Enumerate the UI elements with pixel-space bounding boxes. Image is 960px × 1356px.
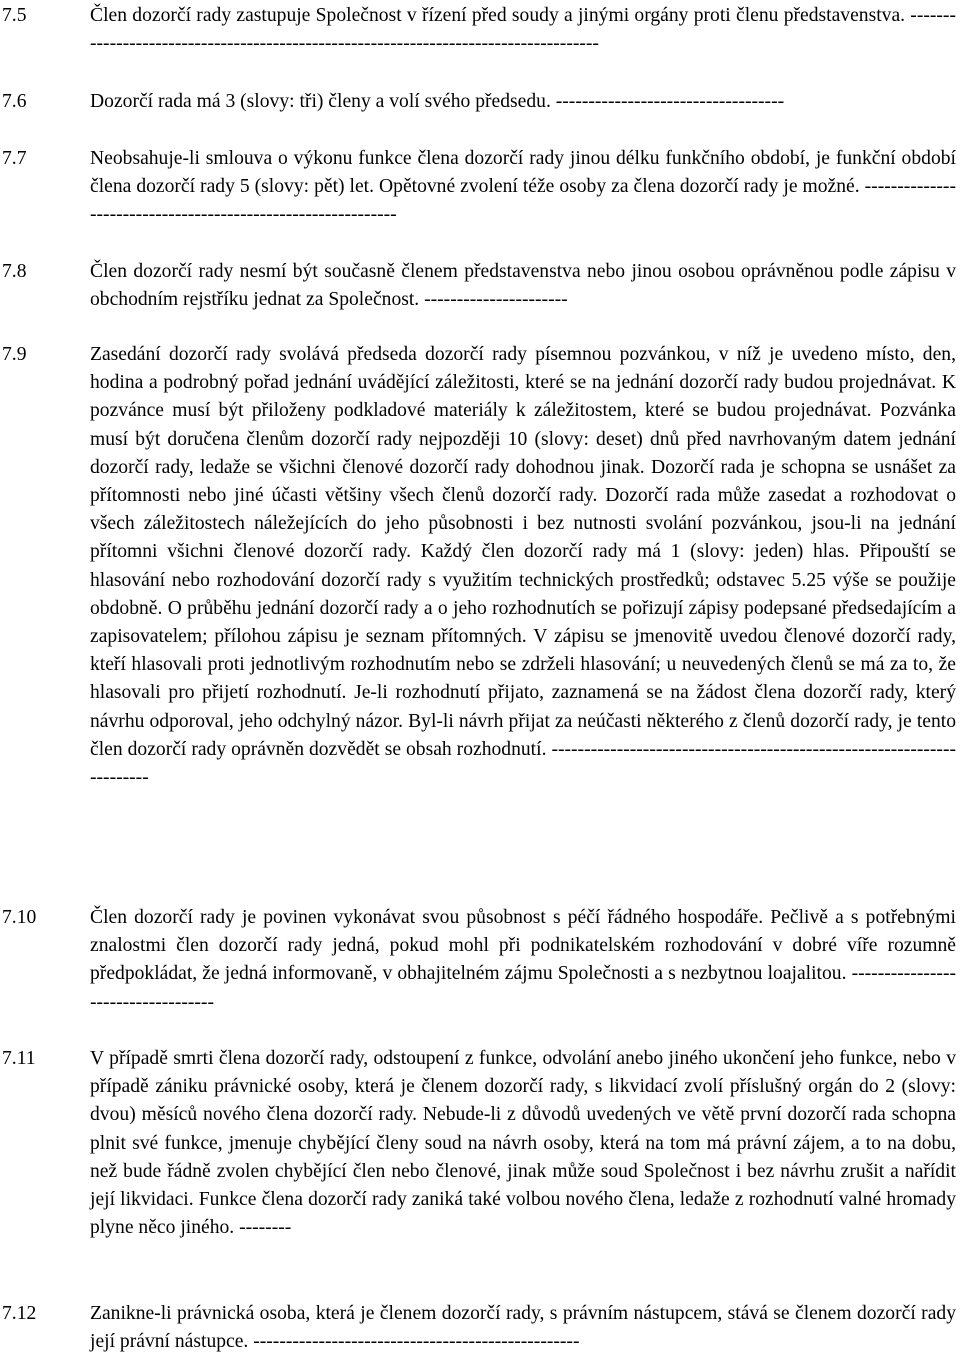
paragraph-text: Zanikne-li právnická osoba, která je členem dozorčí rady, s právním nástupcem, stává se členem dozorčí rady její právní nástupce. -------------------------------------------------- <box>90 1303 956 1353</box>
paragraph-text: Člen dozorčí rady nesmí být současně členem představenstva nebo jinou osobou oprávněnou podle zápisu v obchodním rejstříku jednat za Společnost. ---------------------- <box>90 261 956 311</box>
paragraph-number: 7.8 <box>2 261 27 282</box>
paragraph-number: 7.9 <box>2 344 27 365</box>
paragraph-text: V případě smrti člena dozorčí rady, odstoupení z funkce, odvolání anebo jiného ukončení jeho funkce, nebo v případě zániku právnické osoby, která je členem dozorčí rady, s likvidací zvolí příslušný orgán do 2 (slovy: dvou) měsíců nového člena dozorčí rady. Nebude-li z důvodů uvedených ve větě první dozorčí rada schopna plnit své funkce, jmenuje chybějící členy soud na návrh osoby, která na tom má právní zájem, a to na dobu, než bude řádně zvolen chybějící člen nebo členové, jinak může soud Společnost i bez návrhu zrušit a nařídit její likvidaci. Funkce člena dozorčí rady zaniká také volbou nového člena, ledaže z rozhodnutí valné hromady plyne něco jiného. -------- <box>90 1048 956 1239</box>
paragraph-number: 7.11 <box>2 1048 36 1069</box>
paragraph-number: 7.6 <box>2 91 27 112</box>
paragraph-text: Dozorčí rada má 3 (slovy: tři) členy a volí svého předsedu. ----------------------------------- <box>90 91 785 112</box>
paragraph-text: Zasedání dozorčí rady svolává předseda dozorčí rady písemnou pozvánkou, v níž je uvedeno místo, den, hodina a podrobný pořad jednání uvádějící záležitosti, které se na jednání dozorčí rady budou projednávat. K pozvánce musí být přiloženy podkladové materiály k záležitostem, které se budou projednávat. Pozvánka musí být doručena členům dozorčí rady nejpozději 10 (slovy: deset) dnů před navrhovaným datem jednání dozorčí rady, ledaže se všichni členové dozorčí rady dohodnou jinak. Dozorčí rada je schopna se usnášet za přítomnosti nebo jiné účasti většiny všech členů dozorčí rady. Dozorčí rada může zasedat a rozhodovat o všech záležitostech náležejících do jeho působnosti i bez nutnosti svolání pozvánkou, jsou-li na jednání přítomni všichni členové dozorčí rady. Každý člen dozorčí rady má 1 (slovy: jeden) hlas. Připouští se hlasování nebo rozhodování dozorčí rady s využitím technických prostředků; odstavec 5.25 výše se použije obdobně. O průběhu jednání dozorčí rady a o jeho rozhodnutích se pořizují zápisy podepsané předsedajícím a zapisovatelem; přílohou zápisu je seznam přítomných. V zápisu se jmenovitě uvedou členové dozorčí rady, kteří hlasovali proti jednotlivým rozhodnutím nebo se zdrželi hlasování; u neuvedených členů se má za to, že hlasovali pro přijetí rozhodnutí. Je-li rozhodnutí přijato, zaznamená se na žádost člena dozorčí rady, který návrhu odporoval, jeho odchylný názor. Byl-li návrh přijat za neúčasti některého z členů dozorčí rady, je tento člen dozorčí rady oprávněn dozvědět se obsah rozhodnutí. ----------------------------------------------------------------------- <box>90 344 956 789</box>
paragraph-number: 7.12 <box>2 1303 37 1324</box>
paragraph-text: Neobsahuje-li smlouva o výkonu funkce člena dozorčí rady jinou délku funkčního období, je funkční období člena dozorčí rady 5 (slovy: pět) let. Opětovné zvolení téže osoby za člena dozorčí rady je možné. ------------------------------------------------------------- <box>90 148 956 226</box>
paragraph-text: Člen dozorčí rady zastupuje Společnost v řízení před soudy a jinými orgány proti členu představenstva. ------------------------------------------------------------------------------------- <box>90 5 956 55</box>
paragraph-number: 7.5 <box>2 5 27 26</box>
paragraph-text: Člen dozorčí rady je povinen vykonávat svou působnost s péčí řádného hospodáře. Pečlivě a s potřebnými znalostmi člen dozorčí rady jedná, pokud mohl při podnikatelském rozhodování v dobré víře rozumně předpokládat, že jedná informovaně, v obhajitelném zájmu Společnosti a s nezbytnou loajalitou. ----------------------------------- <box>90 907 956 1013</box>
paragraph-number: 7.10 <box>2 907 37 928</box>
paragraph-number: 7.7 <box>2 148 27 169</box>
